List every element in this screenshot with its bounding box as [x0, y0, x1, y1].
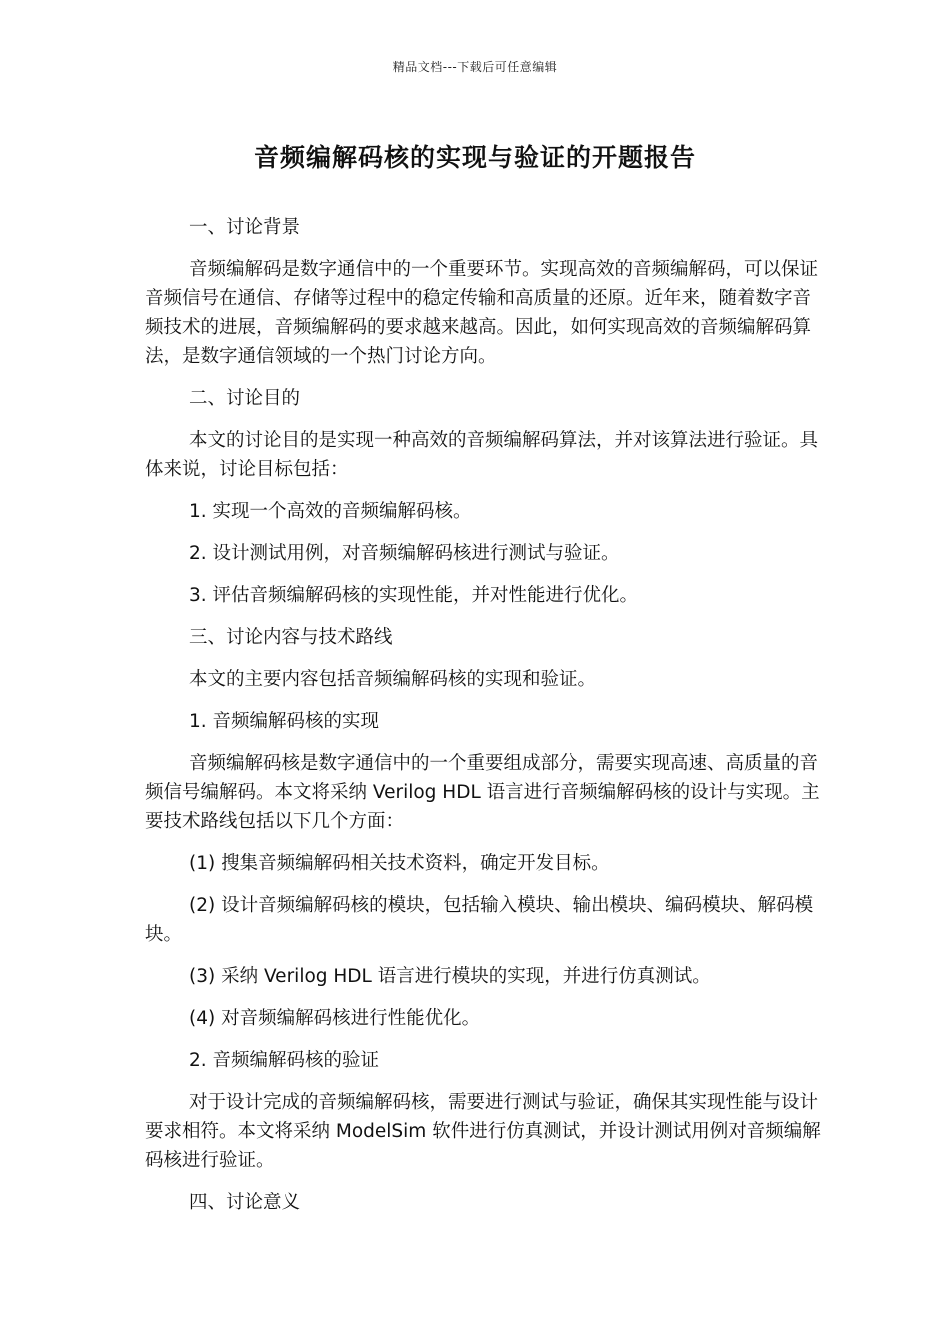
list-item-step-2: (2) 设计音频编解码核的模块，包括输入模块、输出模块、编码模块、解码模块。	[145, 895, 814, 945]
section-heading-significance: 四、讨论意义	[189, 1192, 301, 1213]
document-title: 音频编解码核的实现与验证的开题报告	[253, 143, 696, 172]
paragraph-implementation: 音频编解码核是数字通信中的一个重要组成部分，需要实现高速、高质量的音频信号编解码。本文将采纳 Verilog HDL 语言进行音频编解码核的设计与实现。主要技术路线包括以下几个方面：	[145, 753, 820, 832]
paragraph-verification: 对于设计完成的音频编解码核，需要进行测试与验证，确保其实现性能与设计要求相符。本文将采纳 ModelSim 软件进行仿真测试，并设计测试用例对音频编解码核进行验证。	[145, 1092, 821, 1171]
section-heading-purpose: 二、讨论目的	[189, 388, 301, 409]
document-body	[145, 213, 825, 1230]
paragraph-background: 音频编解码是数字通信中的一个重要环节。实现高效的音频编解码，可以保证音频信号在通信、存储等过程中的稳定传输和高质量的还原。近年来，随着数字音频技术的进展，音频编解码的要求越来越高。因此，如何实现高效的音频编解码算法，是数字通信领域的一个热门讨论方向。	[145, 259, 819, 367]
list-item-goal-2: 2. 设计测试用例，对音频编解码核进行测试与验证。	[189, 543, 620, 564]
paragraph-purpose: 本文的讨论目的是实现一种高效的音频编解码算法，并对该算法进行验证。具体来说，讨论目标包括：	[145, 430, 819, 480]
list-item-step-3: (3) 采纳 Verilog HDL 语言进行模块的实现，并进行仿真测试。	[189, 966, 711, 987]
list-item-goal-3: 3. 评估音频编解码核的实现性能，并对性能进行优化。	[189, 585, 639, 606]
list-item-step-1: (1) 搜集音频编解码相关技术资料，确定开发目标。	[189, 853, 610, 874]
subheading-implementation: 1. 音频编解码核的实现	[189, 711, 380, 732]
paragraph-content-intro: 本文的主要内容包括音频编解码核的实现和验证。	[189, 669, 597, 690]
subheading-verification: 2. 音频编解码核的验证	[189, 1050, 380, 1071]
page-header-watermark: 精品文档---下载后可任意编辑	[392, 60, 558, 74]
list-item-step-4: (4) 对音频编解码核进行性能优化。	[189, 1008, 481, 1029]
list-item-goal-1: 1. 实现一个高效的音频编解码核。	[189, 501, 472, 522]
section-heading-background: 一、讨论背景	[189, 217, 301, 238]
section-heading-content: 三、讨论内容与技术路线	[189, 627, 393, 648]
